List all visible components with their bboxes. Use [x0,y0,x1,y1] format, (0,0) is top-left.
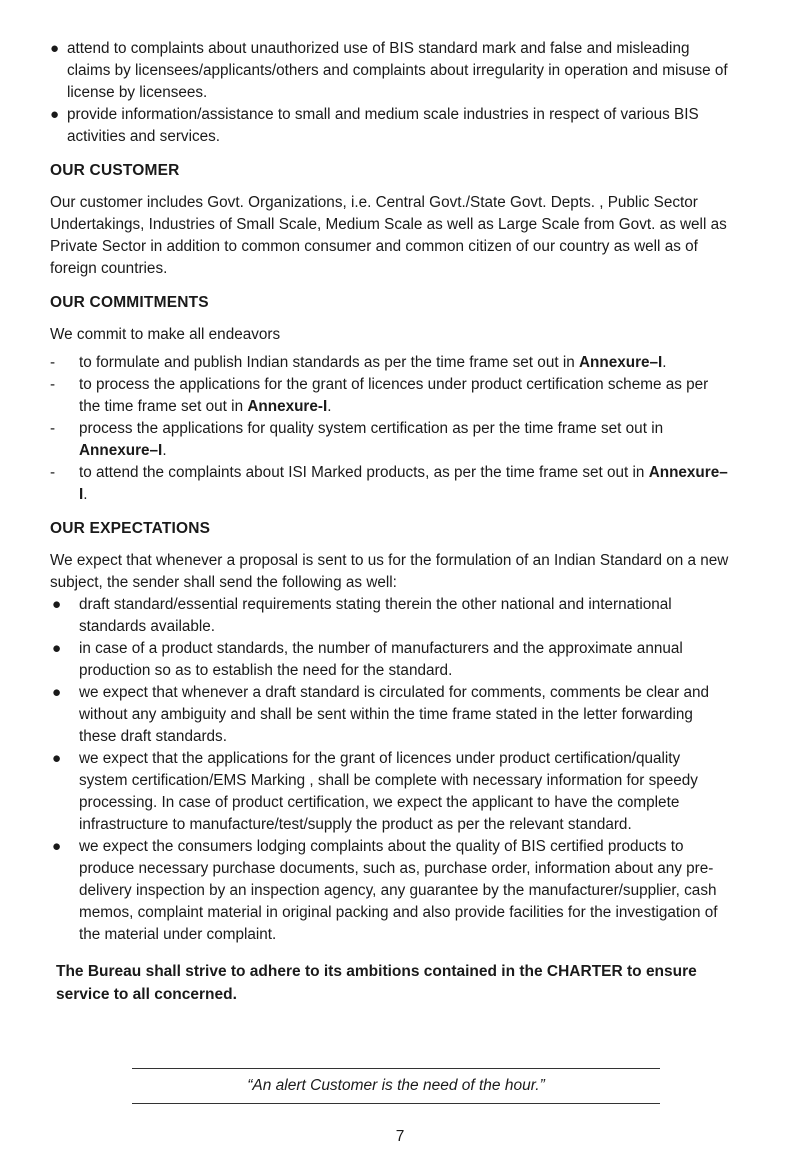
list-item [50,418,730,462]
list-item [50,374,730,418]
list-item-text: we expect that whenever a draft standard is circulated for comments, comments be clear and without any ambiguity and shall be sent within the time frame stated in the letter forwarding these draft standards. [79,684,710,745]
list-item [50,38,730,104]
section-heading-expectations: OUR EXPECTATIONS [50,520,211,537]
list-item-tail: . [162,442,167,459]
dash-marker: - [50,376,56,393]
list-item [50,104,730,148]
annexure-reference: Annexure-I [247,398,328,415]
quote-text: “An alert Customer is the need of the hour.” [247,1077,545,1094]
section-heading-commitments: OUR COMMITMENTS [50,294,209,311]
bullet-icon: ● [52,684,62,701]
list-item-text: in case of a product standards, the number of manufacturers and the approximate annual production so as to establish the need for the standard. [79,640,683,679]
list-item [50,462,730,506]
list-item-text: we expect that the applications for the grant of licences under product certification/quality system certification/EMS Marking , shall be complete with necessary information for speedy processing. In case of product certification, we expect the applicant to have the complete infrastructure to manufacture/test/supply the product as per the relevant standard. [79,750,698,833]
list-item-text: process the applications for quality system certification as per the time frame set out in [79,420,664,437]
list-item-text: provide information/assistance to small and medium scale industries in respect of various BIS activities and services. [67,106,699,145]
quote-block [132,1068,660,1104]
expectations-intro: We expect that whenever a proposal is sent to us for the formulation of an Indian Standard on a new subject, the sender shall send the following as well: [50,552,729,591]
list-item-tail: . [83,486,88,503]
annexure-reference: Annexure–I [79,442,163,459]
annexure-reference: Annexure–I [578,354,663,371]
bullet-icon: ● [52,750,62,767]
bullet-icon: ● [50,106,60,123]
dash-marker: - [50,354,56,371]
list-item-text: attend to complaints about unauthorized use of BIS standard mark and false and misleading claims by licensees/applicants/others and complaints about irregularity in operation and misuse of license by licensees. [67,40,728,101]
list-item-text: to process the applications for the grant of licences under product certification scheme as per the time frame set out in [79,376,709,415]
bullet-icon: ● [52,596,62,613]
closing-statement: The Bureau shall strive to adhere to its ambitions contained in the CHARTER to ensure service to all concerned. [56,963,697,1003]
bullet-icon: ● [52,838,62,855]
list-item [50,682,730,748]
expectations-list [50,594,730,946]
annexure-reference: Annexure–I [79,464,728,503]
list-item [50,594,730,638]
list-item [50,352,730,374]
customer-paragraph: Our customer includes Govt. Organizations, i.e. Central Govt./State Govt. Depts. , Public Sector Undertakings, Industries of Small Scale, Medium Scale as well as Large Scale from Govt. as well as Private Sector in addition to common consumer and common citizen of our country as well as of foreign countries. [50,194,727,277]
list-item-text: to attend the complaints about ISI Marked products, as per the time frame set out in [79,464,649,481]
list-item-tail: . [327,398,332,415]
list-item [50,638,730,682]
commitments-intro: We commit to make all endeavors [50,326,281,343]
dash-marker: - [50,420,56,437]
divider-bottom [132,1103,660,1104]
list-item [50,836,730,946]
section-heading-customer: OUR CUSTOMER [50,162,180,179]
list-item-text: to formulate and publish Indian standards as per the time frame set out in [79,354,579,371]
list-item-text: draft standard/essential requirements stating therein the other national and international standards available. [79,596,672,635]
top-bullet-list [50,38,730,148]
dash-marker: - [50,464,56,481]
list-item-tail: . [662,354,667,371]
bullet-icon: ● [50,40,60,57]
list-item-text: we expect the consumers lodging complaints about the quality of BIS certified products to produce necessary purchase documents, such as, purchase order, information about any pre-delivery inspection by an inspection agency, any guarantee by the manufacturer/supplier, cash memos, complaint material in original packing and also provide facilities for the investigation of the material under complaint. [79,838,718,943]
commitments-list [50,352,730,506]
bullet-icon: ● [52,640,62,657]
page-number: 7 [395,1128,405,1145]
list-item [50,748,730,836]
